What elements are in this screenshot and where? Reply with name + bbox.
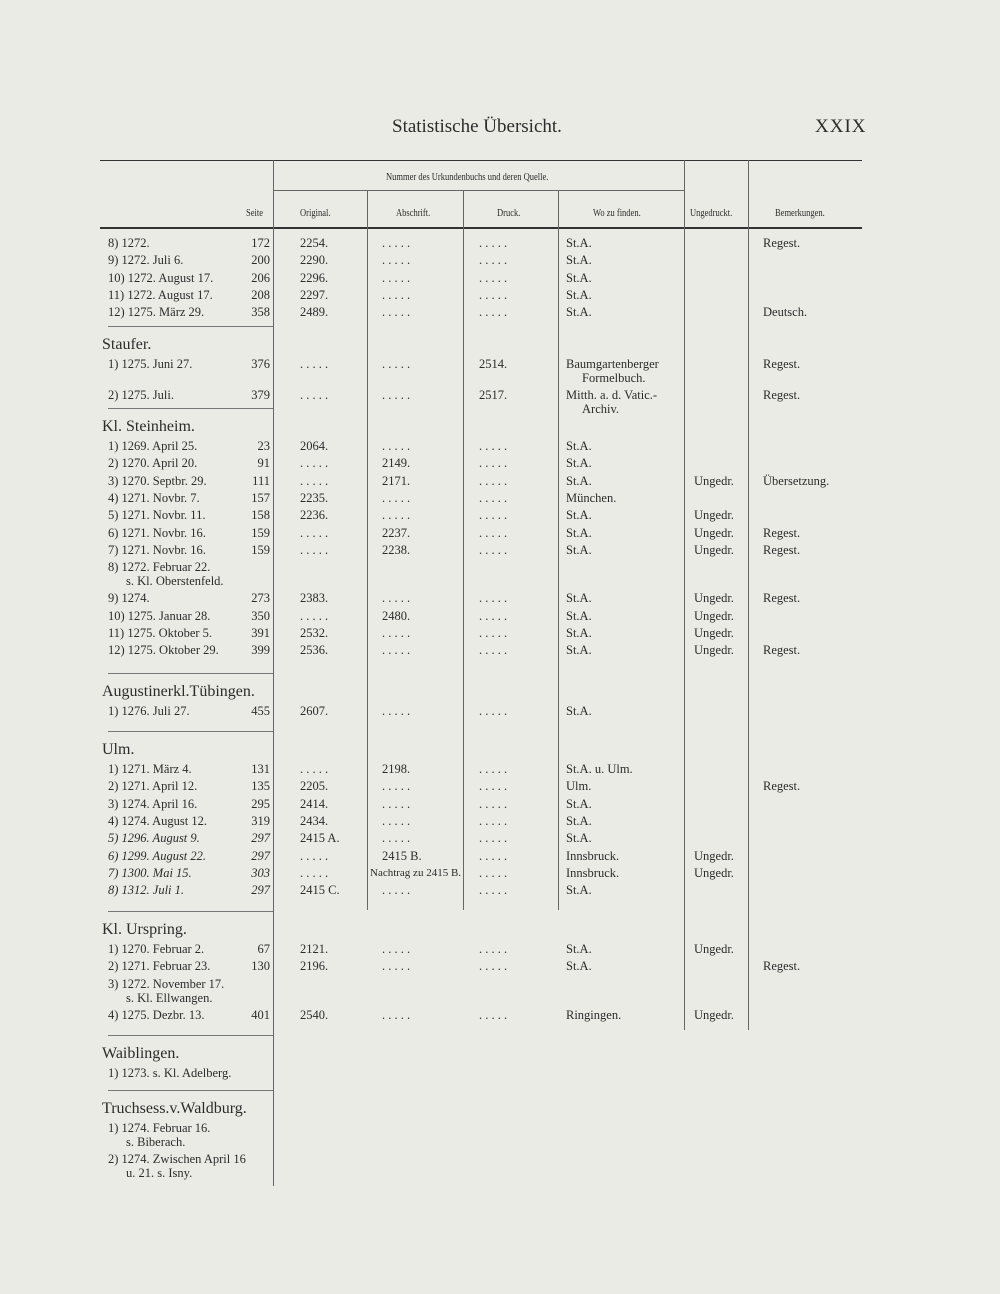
- group-separator: [108, 731, 273, 732]
- row-original: 2196.: [300, 959, 329, 974]
- row-seite: 158: [251, 508, 270, 523]
- row-entry: 12) 1275. März 29.: [108, 305, 205, 320]
- vline-1: [273, 160, 274, 1186]
- row-druck: . . . . .: [479, 287, 508, 302]
- row-druck: . . . . .: [479, 473, 508, 488]
- row-seite: 297: [251, 848, 270, 863]
- row-wo: St.A.: [566, 270, 592, 285]
- row-wo: St.A.: [566, 439, 592, 453]
- row-seite: 23: [257, 439, 270, 453]
- row-seite: 273: [251, 591, 270, 606]
- group-separator: [108, 408, 273, 409]
- row-entry: 2) 1271. April 12.: [108, 779, 198, 794]
- row-entry: 6) 1299. August 22.: [108, 848, 207, 863]
- row-bemerkung: Regest.: [763, 779, 801, 794]
- group-title: Ulm.: [102, 741, 135, 758]
- row-abschrift: . . . . .: [382, 643, 411, 658]
- row-wo: St.A.: [566, 456, 592, 471]
- row-entry: 1) 1274. Februar 16.: [108, 1121, 211, 1135]
- row-wo: St.A.: [566, 525, 592, 540]
- row-entry: 6) 1271. Novbr. 16.: [108, 525, 206, 540]
- row-entry: 3) 1272. November 17.: [108, 976, 225, 991]
- row-original: 2297.: [300, 287, 329, 302]
- row-bemerkung: Regest.: [763, 643, 801, 658]
- row-entry: 2) 1274. Zwischen April 16: [108, 1152, 246, 1167]
- row-druck: . . . . .: [479, 525, 508, 540]
- row-entry: 8) 1312. Juli 1.: [108, 883, 185, 898]
- row-ungedruckt: Ungedr.: [694, 942, 734, 956]
- vline-5: [684, 160, 685, 1030]
- row-druck: . . . . .: [479, 490, 508, 505]
- row-entry: 8) 1272.: [108, 236, 150, 250]
- row-ungedruckt: Ungedr.: [694, 473, 734, 488]
- row-original: 2064.: [300, 439, 329, 453]
- row-entry: 5) 1271. Novbr. 11.: [108, 508, 206, 523]
- row-entry: 12) 1275. Oktober 29.: [108, 643, 219, 658]
- row-wo: St.A.: [566, 704, 592, 718]
- row-abschrift: . . . . .: [382, 388, 411, 403]
- row-druck: . . . . .: [479, 762, 508, 776]
- row-ungedruckt: Ungedr.: [694, 1007, 734, 1022]
- row-entry: 2) 1275. Juli.: [108, 388, 174, 403]
- row-original: 2121.: [300, 942, 329, 956]
- row-wo: St.A.: [566, 883, 592, 898]
- row-original: . . . . .: [300, 608, 329, 623]
- row-ungedruckt: Ungedr.: [694, 865, 734, 880]
- row-druck: . . . . .: [479, 542, 508, 557]
- row-abschrift: . . . . .: [382, 959, 411, 974]
- row-druck: . . . . .: [479, 591, 508, 606]
- row-original: . . . . .: [300, 525, 329, 540]
- row-seite: 159: [251, 525, 270, 540]
- row-druck: . . . . .: [479, 704, 508, 718]
- row-abschrift: . . . . .: [382, 831, 411, 846]
- row-seite: 157: [251, 490, 270, 505]
- row-seite: 399: [251, 643, 270, 658]
- row-abschrift: . . . . .: [382, 591, 411, 606]
- row-entry-cont: s. Biberach.: [126, 1135, 186, 1149]
- row-druck: . . . . .: [479, 848, 508, 863]
- group-title: Kl. Steinheim.: [102, 418, 195, 435]
- group-separator: [108, 326, 273, 327]
- vline-6: [748, 160, 749, 1030]
- row-abschrift: . . . . .: [382, 883, 411, 898]
- row-entry: 11) 1272. August 17.: [108, 287, 213, 302]
- row-druck: . . . . .: [479, 608, 508, 623]
- row-wo: Innsbruck.: [566, 865, 620, 880]
- row-druck: . . . . .: [479, 508, 508, 523]
- row-druck: . . . . .: [479, 456, 508, 471]
- row-entry-cont: u. 21. s. Isny.: [126, 1166, 193, 1181]
- row-druck: . . . . .: [479, 643, 508, 658]
- row-abschrift: Nachtrag zu 2415 B.: [370, 866, 462, 879]
- row-entry: 10) 1275. Januar 28.: [108, 608, 211, 623]
- row-abschrift: . . . . .: [382, 439, 411, 453]
- row-entry: 9) 1274.: [108, 591, 150, 606]
- row-entry: 3) 1274. April 16.: [108, 796, 198, 811]
- row-seite: 91: [257, 456, 270, 471]
- row-abschrift: . . . . .: [382, 796, 411, 811]
- row-original: 2290.: [300, 253, 329, 268]
- row-abschrift: 2238.: [382, 542, 411, 557]
- row-entry: 1) 1271. März 4.: [108, 762, 192, 776]
- row-original: 2540.: [300, 1007, 329, 1022]
- row-original: 2415 A.: [300, 831, 340, 846]
- row-entry: 9) 1272. Juli 6.: [108, 253, 184, 268]
- row-original: . . . . .: [300, 473, 329, 488]
- row-abschrift: 2171.: [382, 473, 411, 488]
- col-wo: Wo zu finden.: [593, 208, 641, 219]
- row-abschrift: . . . . .: [382, 942, 411, 956]
- row-original: 2236.: [300, 508, 329, 523]
- row-abschrift: . . . . .: [382, 626, 411, 640]
- group-separator: [108, 1090, 273, 1091]
- row-seite: 297: [251, 831, 270, 846]
- row-bemerkung: Regest.: [763, 525, 801, 540]
- group-title: Truchsess.v.Waldburg.: [102, 1100, 247, 1117]
- row-bemerkung: Übersetzung.: [763, 473, 830, 488]
- row-entry: 1) 1275. Juni 27.: [108, 357, 193, 371]
- row-wo: Ringingen.: [566, 1007, 622, 1022]
- row-druck: . . . . .: [479, 831, 508, 846]
- row-druck: . . . . .: [479, 439, 508, 453]
- row-seite: 131: [251, 762, 270, 776]
- row-seite: 379: [251, 388, 270, 403]
- row-druck: . . . . .: [479, 305, 508, 320]
- row-original: 2607.: [300, 704, 329, 718]
- row-druck: . . . . .: [479, 1007, 508, 1022]
- row-druck: . . . . .: [479, 883, 508, 898]
- row-abschrift: . . . . .: [382, 357, 411, 371]
- row-wo-cont: Archiv.: [582, 402, 620, 417]
- page-number: XXIX: [815, 116, 867, 137]
- vline-2: [367, 190, 368, 910]
- row-original: . . . . .: [300, 762, 329, 776]
- row-entry: 7) 1271. Novbr. 16.: [108, 542, 206, 557]
- row-seite: 376: [251, 357, 270, 371]
- row-wo: St.A.: [566, 253, 592, 268]
- col-abschrift: Abschrift.: [396, 208, 431, 219]
- col-bemerkungen: Bemerkungen.: [775, 208, 825, 219]
- row-abschrift: . . . . .: [382, 779, 411, 794]
- row-seite: 455: [251, 704, 270, 718]
- row-entry: 2) 1270. April 20.: [108, 456, 198, 471]
- row-druck: . . . . .: [479, 779, 508, 794]
- row-wo: St.A.: [566, 831, 592, 846]
- row-bemerkung: Regest.: [763, 542, 801, 557]
- row-entry: 4) 1274. August 12.: [108, 813, 207, 828]
- row-ungedruckt: Ungedr.: [694, 848, 734, 863]
- row-abschrift: . . . . .: [382, 287, 411, 302]
- row-entry: 8) 1272. Februar 22.: [108, 560, 211, 575]
- row-original: . . . . .: [300, 848, 329, 863]
- row-wo: Mitth. a. d. Vatic.-: [566, 388, 658, 403]
- row-abschrift: . . . . .: [382, 508, 411, 523]
- row-original: . . . . .: [300, 542, 329, 557]
- row-druck: 2517.: [479, 388, 508, 403]
- row-abschrift: 2198.: [382, 762, 411, 776]
- row-wo: St.A.: [566, 813, 592, 828]
- row-original: 2235.: [300, 490, 329, 505]
- vline-4: [558, 190, 559, 910]
- row-wo-cont: Formelbuch.: [582, 371, 646, 385]
- row-original: 2489.: [300, 305, 329, 320]
- row-wo: Baumgartenberger: [566, 357, 659, 371]
- row-wo: St.A.: [566, 942, 592, 956]
- row-wo: Innsbruck.: [566, 848, 620, 863]
- row-entry: 10) 1272. August 17.: [108, 270, 214, 285]
- row-druck: . . . . .: [479, 796, 508, 811]
- row-ungedruckt: Ungedr.: [694, 608, 734, 623]
- row-ungedruckt: Ungedr.: [694, 525, 734, 540]
- row-entry-cont: s. Kl. Oberstenfeld.: [126, 574, 224, 589]
- running-title: Statistische Übersicht.: [392, 116, 562, 137]
- row-seite: 358: [251, 305, 270, 320]
- row-entry: 4) 1275. Dezbr. 13.: [108, 1007, 205, 1022]
- row-entry: 11) 1275. Oktober 5.: [108, 626, 213, 640]
- row-wo: St.A.: [566, 508, 592, 523]
- row-abschrift: 2415 B.: [382, 848, 422, 863]
- row-abschrift: . . . . .: [382, 1007, 411, 1022]
- row-ungedruckt: Ungedr.: [694, 542, 734, 557]
- row-ungedruckt: Ungedr.: [694, 591, 734, 606]
- row-entry: 2) 1271. Februar 23.: [108, 959, 211, 974]
- row-ungedruckt: Ungedr.: [694, 626, 734, 640]
- row-entry: 4) 1271. Novbr. 7.: [108, 490, 200, 505]
- row-original: 2434.: [300, 813, 329, 828]
- row-entry: 5) 1296. August 9.: [108, 831, 200, 846]
- row-seite: 350: [251, 608, 270, 623]
- row-wo: St.A.: [566, 796, 592, 811]
- row-wo: St.A.: [566, 591, 592, 606]
- group-title: Augustinerkl.Tübingen.: [102, 683, 255, 700]
- row-wo: St.A.: [566, 959, 592, 974]
- row-wo: St.A.: [566, 473, 592, 488]
- row-original: 2254.: [300, 236, 329, 250]
- group-separator: [108, 911, 273, 912]
- row-wo: St.A.: [566, 305, 592, 320]
- group-title: Staufer.: [102, 336, 152, 353]
- row-bemerkung: Regest.: [763, 236, 801, 250]
- group-title: Waiblingen.: [102, 1045, 180, 1062]
- row-abschrift: . . . . .: [382, 253, 411, 268]
- row-original: 2205.: [300, 779, 329, 794]
- row-abschrift: 2237.: [382, 525, 411, 540]
- row-druck: . . . . .: [479, 813, 508, 828]
- row-seite: 135: [251, 779, 270, 794]
- row-entry: 1) 1273. s. Kl. Adelberg.: [108, 1066, 232, 1080]
- row-druck: . . . . .: [479, 865, 508, 880]
- row-wo: St.A.: [566, 608, 592, 623]
- row-seite: 200: [251, 253, 270, 268]
- row-original: 2536.: [300, 643, 329, 658]
- row-entry: 1) 1269. April 25.: [108, 439, 198, 453]
- vline-3: [463, 190, 464, 910]
- row-seite: 208: [251, 287, 270, 302]
- col-original: Original.: [300, 208, 331, 219]
- row-abschrift: . . . . .: [382, 305, 411, 320]
- row-seite: 67: [257, 942, 270, 956]
- row-abschrift: 2149.: [382, 456, 411, 471]
- row-abschrift: . . . . .: [382, 236, 411, 250]
- row-bemerkung: Regest.: [763, 388, 801, 403]
- row-wo: St.A.: [566, 643, 592, 658]
- row-druck: 2514.: [479, 357, 508, 371]
- row-bemerkung: Regest.: [763, 591, 801, 606]
- row-druck: . . . . .: [479, 959, 508, 974]
- row-entry: 3) 1270. Septbr. 29.: [108, 473, 207, 488]
- row-original: 2296.: [300, 270, 329, 285]
- row-druck: . . . . .: [479, 236, 508, 250]
- group-separator: [108, 1035, 273, 1036]
- row-entry: 7) 1300. Mai 15.: [108, 865, 192, 880]
- group-title: Kl. Urspring.: [102, 921, 187, 938]
- row-seite: 319: [251, 813, 270, 828]
- row-wo: München.: [566, 490, 617, 505]
- row-original: . . . . .: [300, 865, 329, 880]
- row-seite: 111: [252, 473, 270, 488]
- row-abschrift: . . . . .: [382, 704, 411, 718]
- row-seite: 172: [251, 236, 270, 250]
- row-seite: 130: [251, 959, 270, 974]
- row-original: . . . . .: [300, 357, 329, 371]
- row-wo: St.A.: [566, 626, 592, 640]
- row-abschrift: . . . . .: [382, 813, 411, 828]
- row-abschrift: 2480.: [382, 608, 411, 623]
- row-wo: St.A. u. Ulm.: [566, 762, 633, 776]
- row-wo: St.A.: [566, 236, 592, 250]
- row-ungedruckt: Ungedr.: [694, 643, 734, 658]
- row-wo: St.A.: [566, 542, 592, 557]
- row-bemerkung: Regest.: [763, 959, 801, 974]
- row-druck: . . . . .: [479, 270, 508, 285]
- row-seite: 391: [251, 626, 270, 640]
- row-wo: Ulm.: [566, 779, 592, 794]
- row-seite: 159: [251, 542, 270, 557]
- super-header: Nummer des Urkundenbuchs und deren Quelle.: [386, 172, 549, 183]
- super-header-rule: [273, 190, 684, 191]
- row-bemerkung: Deutsch.: [763, 305, 808, 320]
- row-original: . . . . .: [300, 456, 329, 471]
- row-entry: 1) 1276. Juli 27.: [108, 704, 190, 718]
- row-seite: 206: [251, 270, 270, 285]
- col-druck: Druck.: [497, 208, 521, 219]
- row-wo: St.A.: [566, 287, 592, 302]
- row-bemerkung: Regest.: [763, 357, 801, 371]
- row-original: 2415 C.: [300, 883, 340, 898]
- row-druck: . . . . .: [479, 942, 508, 956]
- row-seite: 297: [251, 883, 270, 898]
- row-original: . . . . .: [300, 388, 329, 403]
- row-original: 2383.: [300, 591, 329, 606]
- group-separator: [108, 673, 273, 674]
- row-original: 2414.: [300, 796, 329, 811]
- row-druck: . . . . .: [479, 626, 508, 640]
- row-abschrift: . . . . .: [382, 490, 411, 505]
- row-entry: 1) 1270. Februar 2.: [108, 942, 205, 956]
- col-ungedruckt: Ungedruckt.: [690, 208, 733, 219]
- row-seite: 303: [251, 865, 270, 880]
- col-seite: Seite: [246, 208, 263, 219]
- row-druck: . . . . .: [479, 253, 508, 268]
- row-ungedruckt: Ungedr.: [694, 508, 734, 523]
- row-seite: 295: [251, 796, 270, 811]
- row-entry-cont: s. Kl. Ellwangen.: [126, 990, 213, 1005]
- row-original: 2532.: [300, 626, 329, 640]
- row-abschrift: . . . . .: [382, 270, 411, 285]
- row-seite: 401: [251, 1007, 270, 1022]
